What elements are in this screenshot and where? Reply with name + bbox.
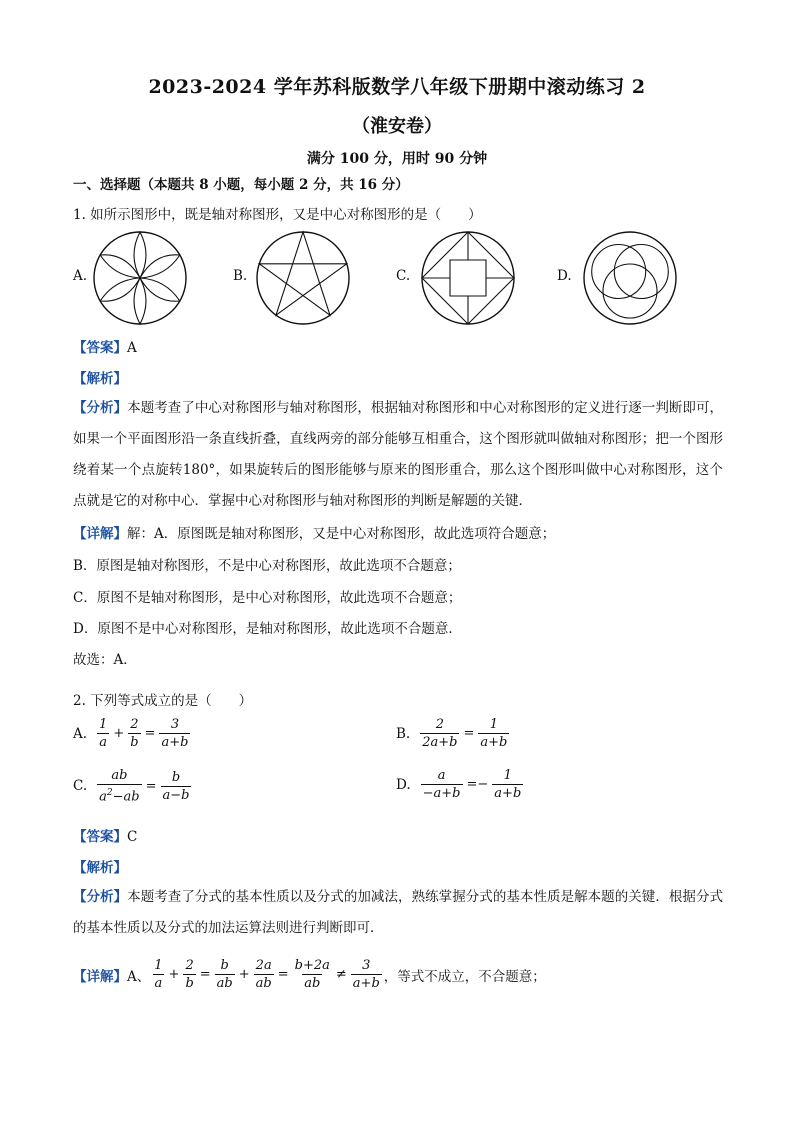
fraction bbox=[183, 957, 195, 992]
denominator-base: a bbox=[99, 789, 107, 805]
operator: = bbox=[145, 778, 157, 794]
q1-stem: 1. 如所示图形中，既是轴对称图形，又是中心对称图形的是（ ） bbox=[73, 207, 482, 223]
fraction bbox=[215, 957, 235, 992]
fraction bbox=[421, 767, 463, 802]
q1-figure-d-trefoil-icon bbox=[580, 228, 680, 328]
denominator: b bbox=[130, 735, 139, 750]
q2-fenxi-text: 本题考查了分式的基本性质以及分式的加减法，熟练掌握分式的基本性质是解本题的关键．根据分式的基本性质以及分式的加法运算法则进行判断即可． bbox=[73, 889, 724, 936]
q1-detail-line-3: C．原图不是轴对称图形，是中心对称图形，故此选项不合题意； bbox=[73, 590, 462, 606]
denominator: a+b bbox=[161, 735, 189, 750]
denominator: ab bbox=[304, 976, 321, 991]
q2-option-c-label: C. bbox=[73, 778, 88, 795]
q2-option-d-label: D. bbox=[396, 776, 411, 793]
q2-detail-suffix: ，等式不成立，不合题意； bbox=[383, 968, 546, 985]
denominator: b bbox=[185, 976, 194, 991]
q1-detail-text-1: 解：A．原图既是轴对称图形，又是中心对称图形，故此选项符合题意； bbox=[127, 526, 556, 542]
denominator: a−b bbox=[162, 787, 190, 803]
fraction bbox=[254, 957, 274, 992]
q1-detail-line-5: 故选：A． bbox=[73, 652, 137, 668]
numerator: 2a bbox=[255, 958, 272, 973]
q1-analysis-tag bbox=[73, 367, 127, 387]
denominator-rest: −ab bbox=[112, 789, 140, 805]
q2-option-a-label: A. bbox=[73, 725, 88, 742]
fenxi-tag: 【分析】 bbox=[73, 889, 128, 905]
fraction bbox=[161, 769, 192, 804]
q2-option-c bbox=[73, 767, 193, 805]
section-heading: 一、选择题（本题共 8 小题，每小题 2 分，共 16 分） bbox=[73, 177, 409, 193]
q2-detail-prefix: A、 bbox=[127, 968, 151, 985]
numerator: b bbox=[220, 958, 229, 973]
fraction bbox=[128, 716, 140, 751]
q1-fenxi-text: 本题考查了中心对称图形与轴对称图形，根据轴对称图形和中心对称图形的定义进行逐一判断即可，如果一个平面图形沿一条直线折叠，直线两旁的部分能够互相重合，这个图形就叫做轴对称图形；把一个图形绕着某一个点旋转180°，如果旋转后的图形能够与原来的图形重合，那么这个图形叫做中心对称图形，这个点就是它的对称中心．掌握中心对称图形与轴对称图形的判断是解题的关键． bbox=[73, 400, 724, 509]
q1-answer-value: A bbox=[127, 340, 137, 356]
numerator: b bbox=[171, 769, 181, 785]
fraction bbox=[97, 767, 141, 805]
q2-option-b bbox=[396, 716, 511, 751]
numerator: 3 bbox=[362, 958, 371, 973]
answer-tag: 【答案】 bbox=[73, 829, 127, 845]
q2-option-d bbox=[396, 767, 525, 802]
denominator: a+b bbox=[352, 976, 380, 991]
numerator: a bbox=[437, 768, 446, 783]
operator: = bbox=[463, 726, 475, 741]
denominator: a bbox=[99, 735, 108, 750]
q1-detail-line-4: D．原图不是中心对称图形，是轴对称图形，故此选项不合题意． bbox=[73, 621, 462, 637]
operator: =− bbox=[466, 777, 489, 792]
q2-answer bbox=[73, 825, 137, 845]
numerator: 1 bbox=[503, 768, 512, 783]
operator: ≠ bbox=[335, 967, 347, 982]
q2-stem: 2. 下列等式成立的是（ ） bbox=[73, 693, 253, 709]
fraction bbox=[420, 716, 459, 751]
numerator: ab bbox=[111, 768, 128, 783]
numerator: 1 bbox=[489, 717, 498, 732]
q2-answer-value: C bbox=[127, 829, 138, 845]
fenxi-tag: 【分析】 bbox=[73, 400, 128, 416]
operator: = bbox=[277, 967, 289, 982]
answer-tag: 【答案】 bbox=[73, 340, 127, 356]
q1-figure-c-pinwheel-icon bbox=[418, 228, 518, 328]
fraction bbox=[97, 716, 109, 751]
numerator: 1 bbox=[99, 717, 108, 732]
operator: = bbox=[199, 967, 211, 982]
q2-analysis-tag bbox=[73, 856, 127, 876]
detail-tag: 【详解】 bbox=[73, 526, 127, 542]
q2-fenxi bbox=[73, 882, 723, 944]
q2-option-b-label: B. bbox=[396, 725, 411, 742]
q1-option-b-label: B. bbox=[233, 268, 248, 284]
analysis-tag: 【解析】 bbox=[73, 371, 127, 387]
numerator: 3 bbox=[170, 717, 180, 732]
page-title: 2023-2024 学年苏科版数学八年级下册期中滚动练习 2 bbox=[148, 76, 646, 98]
q2-option-a bbox=[73, 716, 192, 751]
numerator: 1 bbox=[154, 958, 163, 973]
fraction bbox=[152, 957, 164, 992]
numerator: 2 bbox=[185, 958, 194, 973]
page-subtitle: （淮安卷） bbox=[352, 116, 442, 137]
denominator: a+b bbox=[494, 786, 522, 801]
fraction bbox=[351, 957, 382, 992]
fraction bbox=[492, 767, 523, 802]
denominator: 2a+b bbox=[422, 735, 458, 750]
denominator: a bbox=[154, 976, 163, 991]
numerator: b+2a bbox=[294, 958, 330, 973]
numerator: 2 bbox=[435, 717, 444, 732]
operator: + bbox=[168, 967, 180, 982]
denominator bbox=[97, 784, 141, 805]
q1-figure-a-flower-icon bbox=[90, 228, 190, 328]
q1-answer bbox=[73, 336, 137, 356]
denominator: ab bbox=[216, 976, 233, 991]
q1-option-a-label: A. bbox=[73, 268, 88, 284]
denominator: a+b bbox=[480, 735, 508, 750]
fraction bbox=[293, 957, 332, 992]
analysis-tag: 【解析】 bbox=[73, 860, 127, 876]
operator: + bbox=[238, 967, 250, 982]
fraction bbox=[478, 716, 509, 751]
q1-fenxi bbox=[73, 393, 723, 517]
numerator: 2 bbox=[130, 717, 139, 732]
denominator: ab bbox=[255, 976, 272, 991]
q1-option-d-label: D. bbox=[557, 268, 572, 284]
q1-option-c-label: C. bbox=[396, 268, 411, 284]
q1-detail-line-1 bbox=[73, 522, 555, 542]
exponent: 2 bbox=[106, 788, 113, 798]
detail-tag: 【详解】 bbox=[73, 968, 127, 985]
operator: + bbox=[113, 726, 125, 741]
operator: = bbox=[144, 726, 156, 741]
exam-meta: 满分 100 分，用时 90 分钟 bbox=[306, 151, 488, 167]
denominator: −a+b bbox=[422, 786, 461, 801]
q1-figure-b-star-icon bbox=[253, 228, 353, 328]
fraction bbox=[159, 716, 190, 751]
q2-detail bbox=[73, 957, 546, 992]
q1-detail-line-2: B．原图是轴对称图形，不是中心对称图形，故此选项不合题意； bbox=[73, 558, 461, 574]
